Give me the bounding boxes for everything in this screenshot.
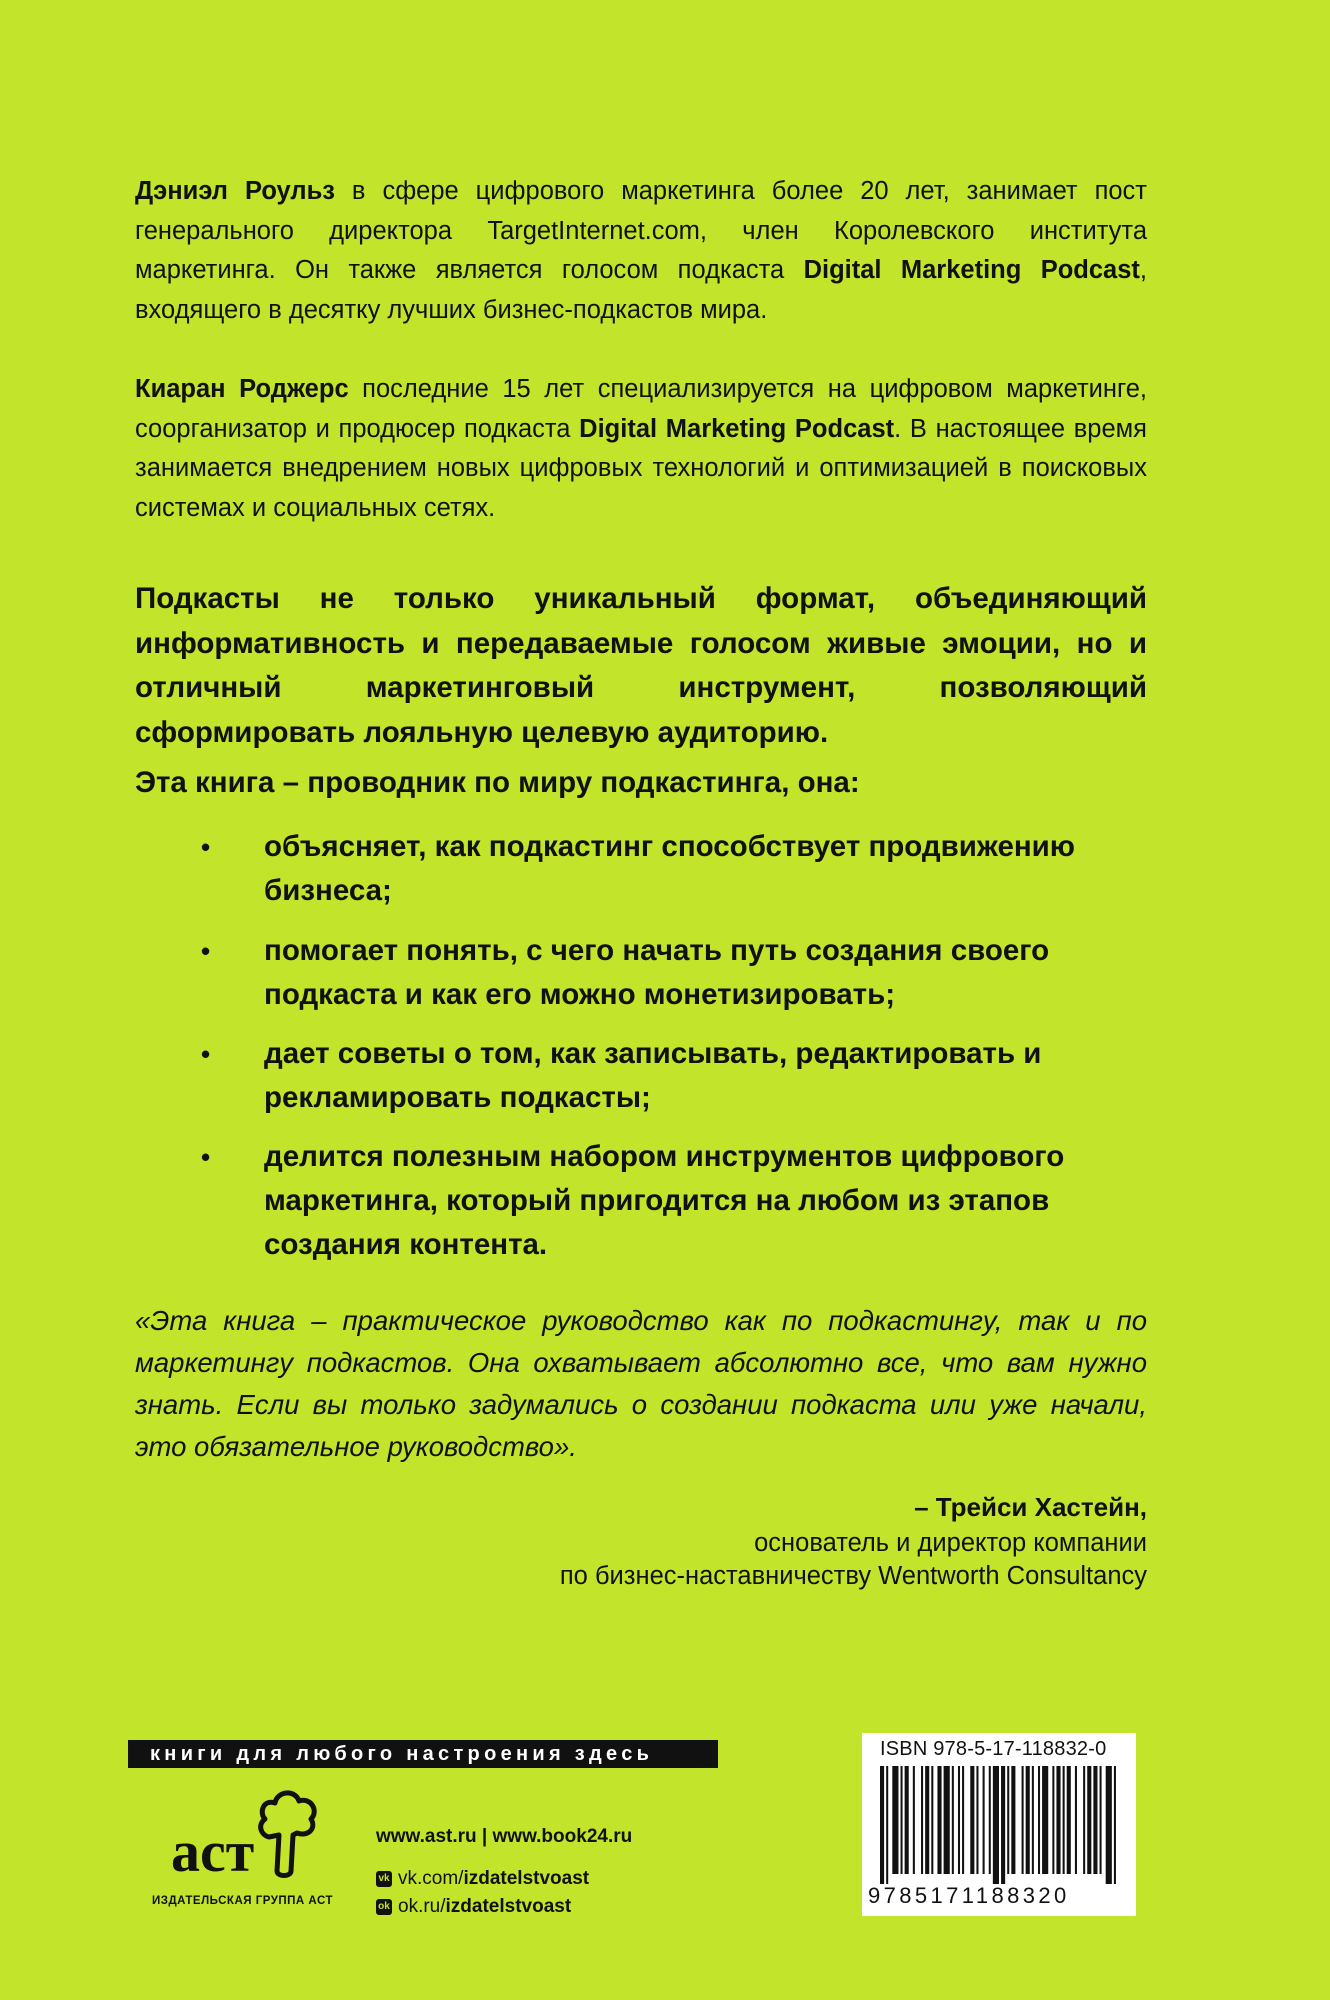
barcode-bar: [1075, 1766, 1077, 1874]
barcode-bar: [1007, 1766, 1009, 1874]
barcode-bar: [886, 1766, 888, 1884]
isbn-barcode-block: [862, 1733, 1136, 1916]
barcode-bar: [1093, 1766, 1097, 1874]
barcode-bar: [1026, 1766, 1030, 1874]
barcode-digits: 9785171188320: [868, 1883, 1070, 1908]
barcode-bar: [892, 1766, 898, 1874]
publisher-links: [376, 1826, 632, 1848]
barcode-bar: [993, 1766, 999, 1884]
barcode-bar: [901, 1766, 903, 1874]
quote-attribution: [560, 1487, 1147, 1593]
barcode-bar: [1063, 1766, 1065, 1874]
barcode-bar: [1038, 1766, 1040, 1874]
barcode-bar: [1067, 1766, 1071, 1874]
barcode-bar: [976, 1766, 978, 1874]
testimonial-quote: «Эта книга – практическое руководство как по подкастингу, так и по маркетингу подкастов. Она охватывает абсолютно все, что вам нужно знать. Если вы только задумались о создании подкаста или уже начали, это обязательное руководство».: [135, 1305, 1147, 1462]
barcode-bar: [970, 1766, 974, 1874]
vk-icon: vk: [376, 1871, 392, 1887]
barcode-bar: [944, 1766, 950, 1874]
author-name: Дэниэл Роульз: [135, 177, 335, 205]
ok-icon: ok: [376, 1899, 392, 1915]
website-links[interactable]: www.ast.ru | www.book24.ru: [376, 1826, 633, 1847]
barcode-bar: [1087, 1766, 1091, 1874]
list-item-text: делится полезным набором инструментов цифрового маркетинга, который пригодится на любом из этапов создания контента.: [264, 1140, 1065, 1261]
podcast-name: Digital Marketing Podcast: [803, 256, 1140, 284]
list-item-text: помогает понять, с чего начать путь создания своего подкаста и как его можно монетизировать;: [264, 934, 1050, 1011]
barcode-bar: [958, 1766, 960, 1874]
bullet-icon: •: [201, 1142, 211, 1172]
list-item-text: дает советы о том, как записывать, редактировать и рекламировать подкасты;: [264, 1037, 1042, 1114]
author-name: Киаран Роджерс: [135, 375, 349, 403]
list-item-text: объясняет, как подкастинг способствует продвижению бизнеса;: [264, 830, 1076, 907]
podcast-name: Digital Marketing Podcast: [579, 414, 895, 443]
barcode-bar: [1083, 1766, 1085, 1874]
barcode-bar: [1100, 1766, 1102, 1874]
ok-link[interactable]: ok ok.ru/ izdatelstvoast: [376, 1896, 589, 1918]
lead-paragraph: Подкасты не только уникальный формат, объединяющий информативность и передаваемые голосом живые эмоции, но и отличный маркетинговый инструмент, позволяющий сформировать лояльную целевую аудиторию.: [135, 582, 1147, 749]
barcode-bar: [983, 1766, 985, 1874]
barcode-bar: [1032, 1766, 1034, 1874]
barcode-bar: [925, 1766, 929, 1874]
barcode-bar: [1106, 1766, 1112, 1884]
barcode-bar: [962, 1766, 964, 1874]
barcode-bar: [1022, 1766, 1024, 1874]
bullet-icon: •: [201, 1039, 211, 1069]
bullet-icon: •: [201, 936, 211, 966]
social-links: [376, 1862, 589, 1918]
quote-author-role: по бизнес-наставничеству Wentworth Consultancy: [559, 1562, 1147, 1590]
isbn-number: ISBN 978-5-17-118832-0: [880, 1738, 1107, 1760]
author-bio-rogers: Киаран Роджерс последние 15 лет специализируется на цифровом маркетинге, соорганизатор и продюсер подкаста Digital Marketing Podcast. В настоящее время занимается внедрением новых цифровых технологий и оптимизацией в поисковых системах и социальных сетях.: [135, 375, 1147, 522]
list-intro: Эта книга – проводник по миру подкастинга, она:: [135, 766, 860, 799]
barcode-bar: [937, 1766, 941, 1874]
barcode-bar: [931, 1766, 933, 1874]
logo-text: аст: [171, 1819, 255, 1884]
barcode-bar: [1052, 1766, 1054, 1874]
barcode-bar: [952, 1766, 954, 1874]
barcode-bar: [1042, 1766, 1048, 1874]
vk-link[interactable]: vk vk.com/ izdatelstvoast: [376, 1868, 589, 1890]
barcode-bar: [989, 1766, 991, 1874]
barcode-bar: [1001, 1766, 1005, 1884]
quote-author-role: основатель и директор компании: [754, 1529, 1147, 1557]
ast-logo-icon: [165, 1775, 325, 1885]
publisher-name: ИЗДАТЕЛЬСКАЯ ГРУППА АСТ: [151, 1895, 333, 1907]
bullet-icon: •: [201, 832, 211, 862]
slogan-bar: книги для любого настроения здесь: [128, 1740, 718, 1768]
barcode-bar: [880, 1766, 884, 1884]
barcode-bar: [905, 1766, 909, 1874]
quote-author: – Трейси Хастейн,: [914, 1492, 1147, 1522]
barcode-bar: [921, 1766, 923, 1874]
barcode-bar: [913, 1766, 915, 1874]
barcode-icon: [880, 1766, 1118, 1884]
author-bio-rawles: Дэниэл Роульз в сфере цифрового маркетинга более 20 лет, занимает пост генерального директора TargetInternet.com, член Королевского института маркетинга. Он также является голосом подкаста Digital Marketing Podcast, входящего в десятку лучших бизнес-подкастов мира.: [135, 177, 1147, 324]
barcode-bar: [1056, 1766, 1060, 1874]
barcode-bar: [1011, 1766, 1015, 1874]
barcode-bar: [1114, 1766, 1116, 1884]
